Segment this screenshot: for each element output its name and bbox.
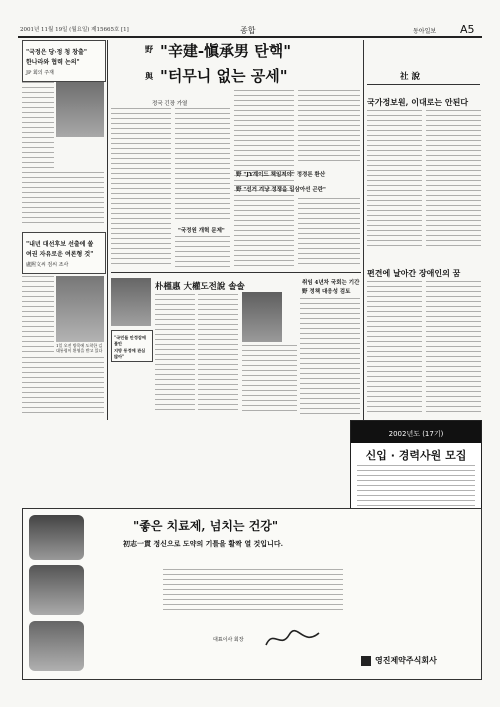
company-logo-icon [361,656,371,666]
health-ad-company: 영진제약주식회사 [375,656,437,665]
recruit-year-line: 2002년도 (17기) [388,430,444,438]
left-top-text [22,82,54,172]
person-box-line2: 지방 동정에 관심 많아" [114,348,146,359]
main-text-col4 [298,90,360,165]
editorial-1-text-b [426,110,481,250]
person-box-line1: "국민들 안정감에 불안 [114,335,146,346]
recruit-ad-details [357,465,475,509]
left-mid-title: "내년 대선후보 선출에 쏠 [26,241,94,248]
left-col-divider [107,40,108,420]
person-text-col1 [155,294,195,414]
ad-photo-3 [29,621,84,671]
health-ad-details [163,569,343,614]
ad-photo-2 [29,565,84,615]
kim-photo-caption: 1일 오전 방콕에 도착한 김대통령이 환영을 받고 있다 [56,343,103,353]
main-text-col4b [298,198,360,268]
main-story-bottom-rule [111,272,361,273]
headline-pre-2: 與 [145,71,153,81]
main-headline-1: "辛建-愼承男 탄핵" [160,42,292,60]
recruit-ad-header [351,421,481,443]
main-text-col3 [234,90,294,268]
jp-photo [56,82,104,137]
left-top-text-2 [22,172,104,227]
subhead-c: 野 "선거 겨냥 정쟁을 일삼아선 곤란" [236,187,326,193]
kim-photo [56,276,104,342]
health-ad-slogan: "좋은 치료제, 넘치는 건강" [133,519,279,533]
main-story-tag: 정국 긴장 가열 [152,101,188,107]
person-story-title: 朴槿惠 大權도전說 솔솔 [155,282,245,292]
section-label: 종합 [240,26,256,35]
right-story-title2: 野 정책 대응성 검토 [302,289,351,295]
right-story-title1: 취임 4년차 국회는 기간 [302,280,360,286]
right-story-text [300,298,360,414]
editorial-2-text-b [426,281,481,416]
health-ad-sub: 初志一貫 정신으로 도약의 기틀을 활짝 열 것입니다. [123,539,284,548]
editorial-1-text-a [367,110,422,250]
portrait-photo [242,292,282,342]
health-ad [22,508,482,680]
health-ad-signature-label: 대표이사 회장 [213,637,244,643]
headline-pre-1: 野 [145,44,153,54]
subhead-b: 野 "JY계이드 책임져야" 정경론 환산 [236,172,326,178]
editorial-2-text-a [367,281,422,416]
signature-mark [263,627,323,651]
main-headline-2: "터무니 없는 공세" [160,67,288,85]
left-mid-text [22,276,54,354]
person-quote-box [111,330,153,362]
editorial-title-2: 편견에 날아간 장애인의 꿈 [367,268,461,278]
center-col-divider [363,40,364,420]
left-top-title: "국정은 당·정 청 창출" [26,49,87,56]
paper-name: 동아일보 [413,28,437,35]
editorial-section: 社 說 [400,72,420,82]
left-top-byline: JP 회의 주재 [26,70,54,76]
recruit-ad [350,420,482,514]
left-top-box [22,40,106,82]
page-number: A5 [460,23,475,36]
editorial-title-1: 국가정보원, 이대로는 안된다 [367,97,469,107]
left-top-title2: 한나라와 협력 논의" [26,59,80,66]
left-mid-byline: 盧熙文씨 검씨 조사 [26,262,69,268]
person-text-col2 [198,294,238,414]
editorial-rule [367,84,480,85]
left-mid-box [22,232,106,274]
main-text-col2b [175,236,230,268]
recruit-title: 신입 · 경력사원 모집 [365,449,467,462]
left-mid-title2: 여권 자유로운 여론형 것" [26,251,94,258]
masthead-rule [18,36,482,38]
main-text-col2 [175,108,230,223]
masthead-date: 2001년 11월 19일 (월요일) 제15665호 [1] [20,27,129,33]
park-photo [111,278,151,326]
person-text-col3 [242,345,297,415]
subhead-a: "국정원 개혁 문제" [178,228,225,234]
ad-photo-1 [29,515,84,560]
left-mid-text-2 [22,357,104,417]
main-text-col1 [111,108,171,268]
